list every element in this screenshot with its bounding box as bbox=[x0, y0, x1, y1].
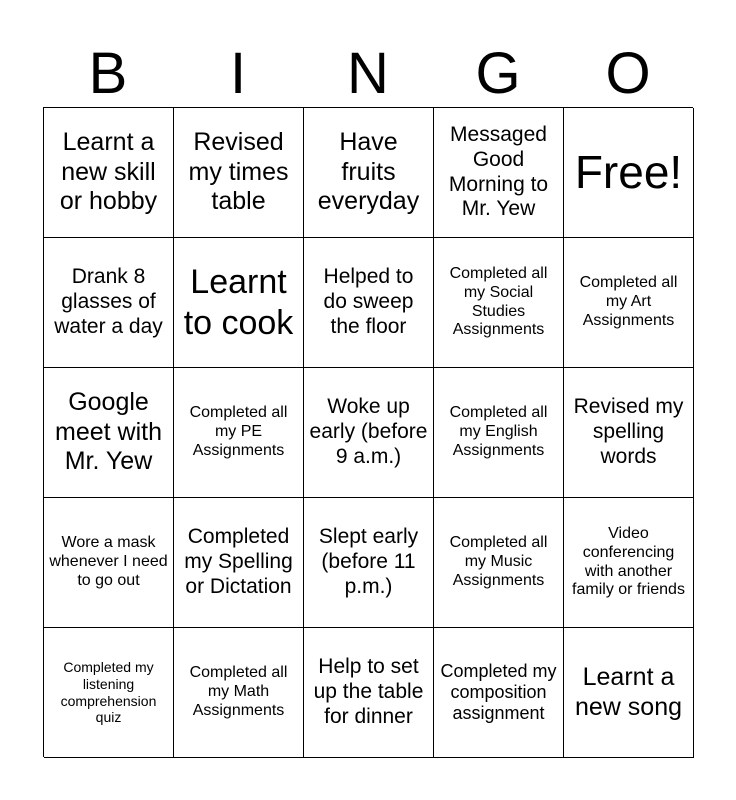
bingo-cell bbox=[434, 238, 564, 368]
cell-text: Completed my composition assignment bbox=[440, 660, 557, 724]
cell-text: Completed all my English Assignments bbox=[449, 404, 548, 459]
bingo-cell-free bbox=[564, 108, 694, 238]
bingo-cell bbox=[44, 108, 174, 238]
bingo-cell bbox=[304, 368, 434, 498]
bingo-cell bbox=[44, 628, 174, 758]
cell-text: Wore a mask whenever I need to go out bbox=[49, 534, 168, 589]
bingo-header bbox=[43, 40, 693, 108]
cell-text: Completed all my PE Assignments bbox=[189, 404, 288, 459]
bingo-cell bbox=[434, 108, 564, 238]
bingo-cell bbox=[304, 498, 434, 628]
cell-text: Completed my listening comprehension quiz bbox=[60, 659, 157, 726]
cell-text: Completed my Spelling or Dictation bbox=[184, 525, 293, 598]
cell-text: Revised my spelling words bbox=[573, 395, 684, 468]
bingo-cell bbox=[564, 628, 694, 758]
cell-text: Learnt a new song bbox=[574, 663, 683, 721]
bingo-cell bbox=[44, 368, 174, 498]
bingo-cell bbox=[434, 628, 564, 758]
cell-text: Help to set up the table for dinner bbox=[313, 655, 424, 728]
bingo-cell bbox=[44, 238, 174, 368]
header-letter-i: I bbox=[229, 41, 247, 106]
header-letter-o: O bbox=[605, 41, 651, 106]
bingo-cell bbox=[564, 368, 694, 498]
bingo-cell bbox=[564, 238, 694, 368]
cell-text: Have fruits everyday bbox=[317, 128, 420, 216]
cell-text: Learnt a new skill or hobby bbox=[59, 128, 158, 216]
bingo-cell bbox=[174, 498, 304, 628]
cell-text: Completed all my Music Assignments bbox=[449, 534, 548, 589]
bingo-cell bbox=[434, 368, 564, 498]
cell-text: Completed all my Math Assignments bbox=[189, 664, 288, 719]
bingo-cell bbox=[174, 628, 304, 758]
cell-text: Learnt to cook bbox=[183, 263, 294, 342]
cell-text: Woke up early (before 9 a.m.) bbox=[309, 395, 428, 468]
bingo-cell bbox=[44, 498, 174, 628]
cell-text: Slept early (before 11 p.m.) bbox=[318, 525, 419, 598]
cell-text: Completed all my Art Assignments bbox=[579, 274, 678, 329]
bingo-cell bbox=[304, 628, 434, 758]
header-letter-g: G bbox=[475, 41, 521, 106]
bingo-grid bbox=[43, 107, 693, 757]
cell-text: Video conferencing with another family or friends bbox=[572, 524, 685, 599]
cell-text: Free! bbox=[574, 146, 683, 199]
bingo-cell bbox=[434, 498, 564, 628]
cell-text: Google meet with Mr. Yew bbox=[55, 388, 162, 476]
cell-text: Messaged Good Morning to Mr. Yew bbox=[448, 122, 549, 221]
bingo-cell bbox=[174, 368, 304, 498]
cell-text: Helped to do sweep the floor bbox=[323, 265, 414, 338]
cell-text: Revised my times table bbox=[188, 128, 289, 216]
header-letter-b: B bbox=[88, 41, 128, 106]
bingo-cell bbox=[304, 238, 434, 368]
header-letter-n: N bbox=[347, 41, 389, 106]
bingo-cell bbox=[304, 108, 434, 238]
bingo-cell bbox=[564, 498, 694, 628]
cell-text: Completed all my Social Studies Assignments bbox=[449, 264, 548, 339]
bingo-cell bbox=[174, 108, 304, 238]
cell-text: Drank 8 glasses of water a day bbox=[54, 265, 163, 338]
bingo-cell bbox=[174, 238, 304, 368]
